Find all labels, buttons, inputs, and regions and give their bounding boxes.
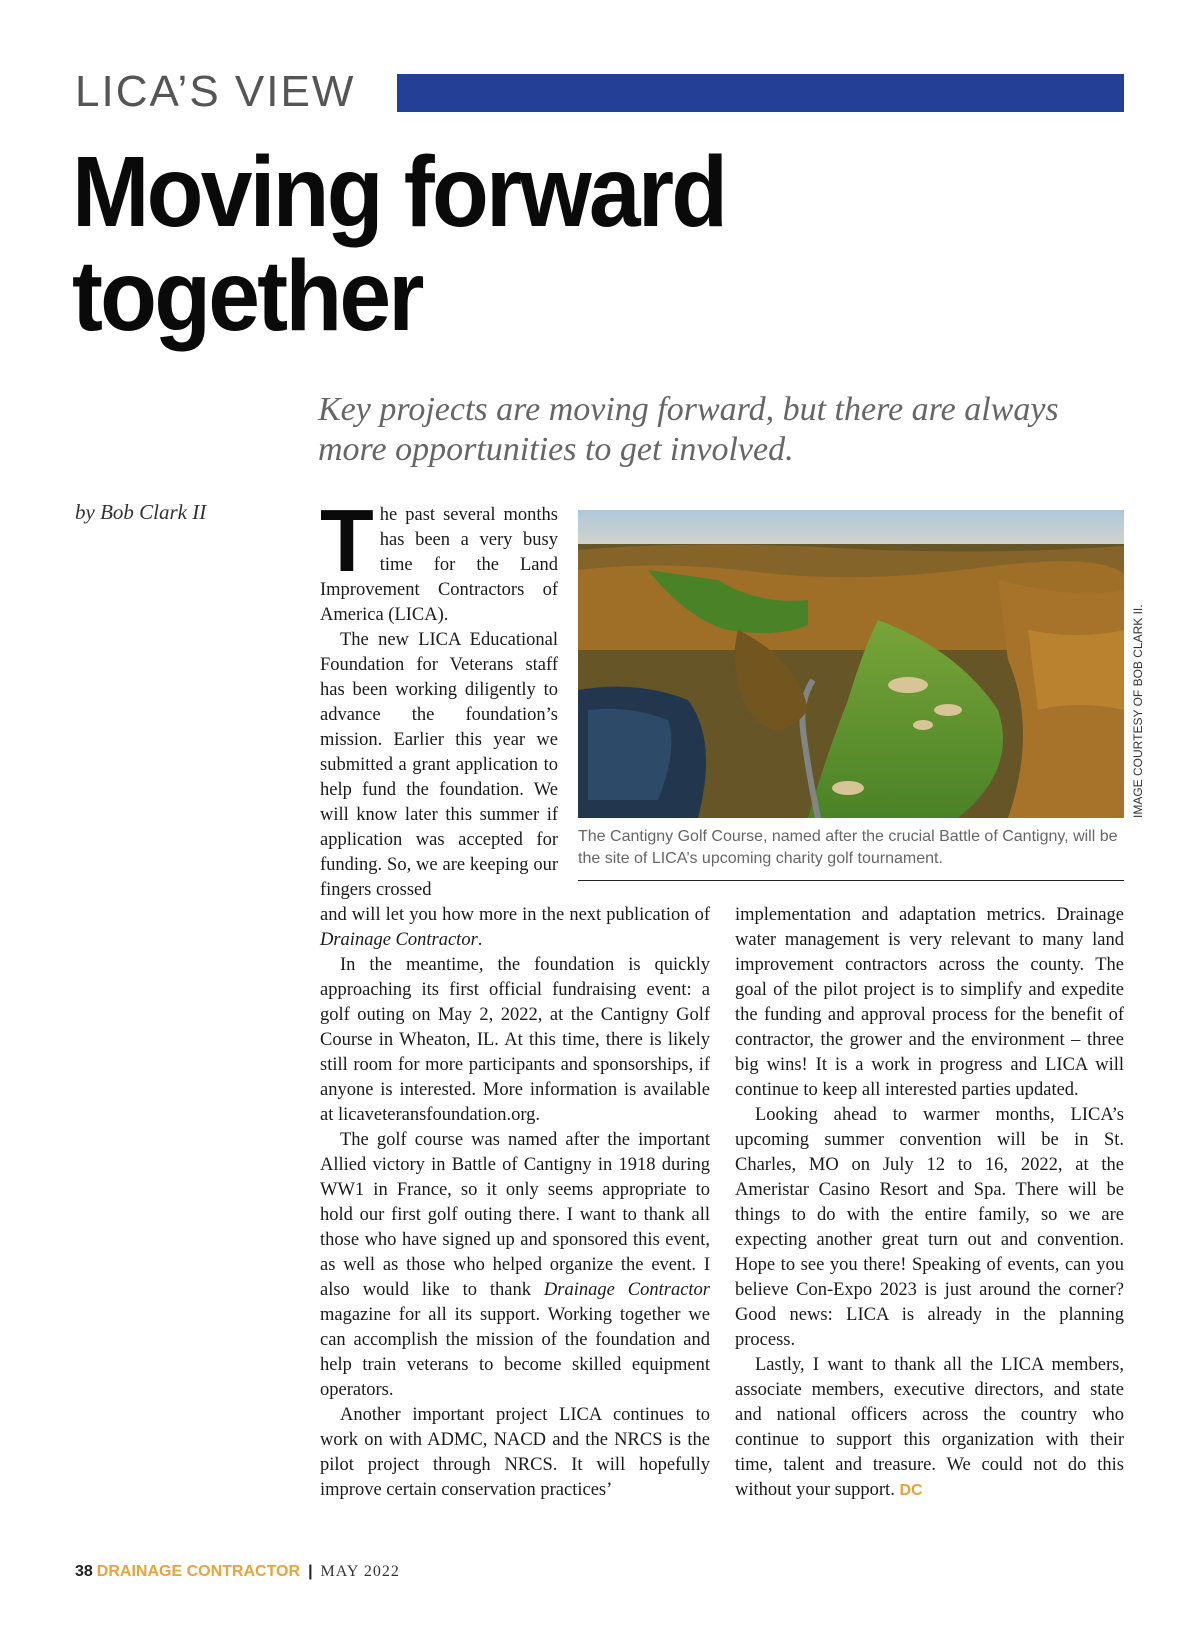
paragraph-2: The new LICA Educational Foundation for Veterans staff has been working diligently to advance the foundation’s mission. Earlier this year we submitted a grant application to help fund the foundation. We will know later this summer if application was accepted for funding. So, we are keeping our fingers crossed	[320, 630, 558, 900]
paragraph-1	[320, 491, 558, 628]
byline: by Bob Clark II	[75, 500, 207, 524]
paragraph-6: Looking ahead to warmer months, LICA’s upcoming summer convention will be in St. Charles, MO on July 12 to 16, 2022, at the Ameristar Casino Resort and Spa. There will be things to do with the entire family, so we are expecting another great turn out and convention. Hope to see you there! Speaking of events, can you believe Con-Expo 2023 is just around the corner? Good news: LICA is already in the planning process.	[735, 1105, 1124, 1350]
photo-credit: IMAGE COURTESY OF BOB CLARK II.	[1131, 604, 1145, 818]
column-1-top	[320, 491, 558, 903]
paragraph-1-text: he past several months has been a very busy time for the Land Improvement Contractors of America (LICA).	[320, 505, 558, 625]
section-header-bar	[397, 74, 1124, 112]
paragraph-2-end: .	[477, 930, 483, 950]
headline-line-2: together	[72, 240, 422, 352]
paragraph-4-text-a: The golf course was named after the important Allied victory in Battle of Cantigny in 1918 during WW1 in France, so it only seems appropriate to hold our first golf outing there. I want to thank all those who have signed up and sponsored this event, as well as those who helped organize the event. I also would like to thank	[320, 1130, 710, 1300]
paragraph-4	[320, 1128, 710, 1403]
paragraph-2-continued	[320, 903, 710, 953]
column-2	[735, 903, 1124, 1503]
issue-date: MAY 2022	[320, 1563, 400, 1580]
magazine-title-italic-2: Drainage Contractor	[543, 1280, 710, 1300]
page-footer	[75, 1562, 400, 1582]
headline-line-1: Moving forward	[72, 136, 726, 248]
paragraph-3: In the meantime, the foundation is quickly approaching its first official fundraising event: a golf outing on May 2, 2022, at the Cantigny Golf Course in Wheaton, IL. At this time, there is likely still room for more participants and sponsorships, if anyone is interested. More information is available at licaveteransfoundation.org.	[320, 955, 710, 1125]
footer-separator: |	[308, 1563, 313, 1580]
article-deck: Key projects are moving forward, but there are always more opportunities to get involved.	[318, 391, 1059, 468]
column-1-bottom	[320, 903, 710, 1503]
golf-course-photo	[578, 510, 1124, 818]
page-number: 38	[75, 1563, 93, 1580]
golf-course-illustration	[578, 510, 1124, 818]
paragraph-4-text-b: magazine for all its support. Working together we can accomplish the mission of the foundation and help train veterans to become skilled equipment operators.	[320, 1305, 710, 1400]
section-label: LICA’S VIEW	[75, 67, 356, 116]
paragraph-5-continued: implementation and adaptation metrics. Drainage water management is very relevant to many land improvement contractors across the county. The goal of the pilot project is to simplify and expedite the funding and approval process for the benefit of contractor, the grower and the environment – three big wins! It is a work in progress and LICA will continue to keep all interested parties updated.	[735, 905, 1124, 1100]
signoff-mark: DC	[899, 1482, 923, 1499]
magazine-name: DRAINAGE CONTRACTOR	[96, 1563, 301, 1580]
drop-cap: T	[320, 491, 374, 590]
article-headline	[72, 136, 1002, 352]
paragraph-5: Another important project LICA continues to work on with ADMC, NACD and the NRCS is the pilot project through NRCS. It will hopefully improve certain conservation practices’	[320, 1405, 710, 1500]
photo-caption: The Cantigny Golf Course, named after the crucial Battle of Cantigny, will be the site of LICA’s upcoming charity golf tournament.	[578, 826, 1124, 881]
paragraph-2-continued-text: and will let you how more in the next publication of	[320, 905, 710, 925]
paragraph-7-text: Lastly, I want to thank all the LICA members, associate members, executive directors, and state and national officers across the country who continue to support this organization with their time, talent and treasure. We could not do this without your support.	[735, 1355, 1124, 1500]
paragraph-7	[735, 1353, 1124, 1503]
magazine-title-italic: Drainage Contractor	[320, 930, 478, 950]
